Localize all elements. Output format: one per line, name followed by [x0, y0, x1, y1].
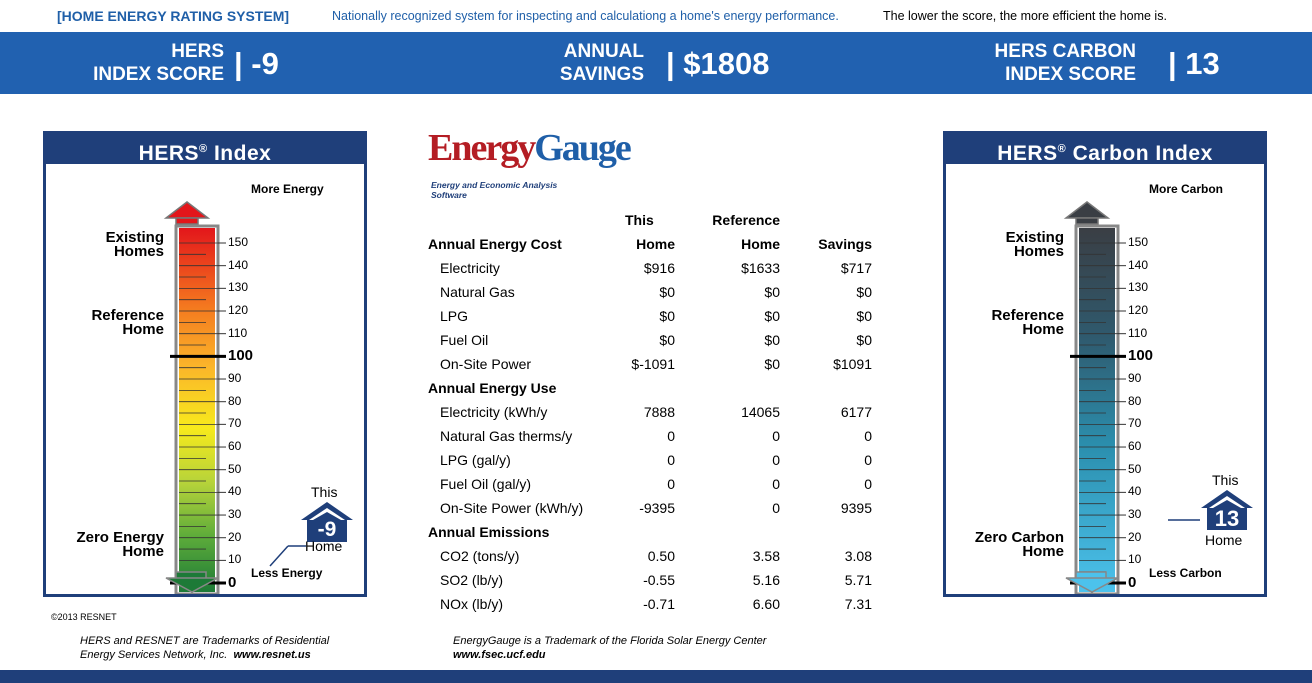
logo-word-energy: Energy: [428, 127, 535, 169]
less-energy-caption: Less Energy: [251, 566, 323, 580]
table-section-row: [425, 520, 872, 544]
bottom-bar: [0, 670, 1312, 683]
carbon-score-label-line2: INDEX SCORE: [1005, 64, 1136, 85]
footer-fsec-note: [453, 634, 766, 662]
hers-tick-label: 40: [228, 484, 242, 499]
savings-value: | $1808: [666, 46, 770, 81]
carbon-score-value: | 13: [1168, 46, 1220, 81]
table-cell: 7888: [643, 404, 675, 420]
savings-label-line1: ANNUAL: [563, 41, 644, 62]
table-cell: 0: [667, 476, 675, 492]
table-section-row: [425, 376, 872, 400]
table-row: [425, 472, 872, 496]
carbon-tick-label: 90: [1128, 371, 1142, 386]
carbon-tick-label: 80: [1128, 393, 1142, 408]
table-row: [425, 568, 872, 592]
table-cell: [605, 376, 675, 400]
carbon-tick-label: 150: [1128, 235, 1149, 249]
hers-tick-label: 70: [228, 416, 242, 431]
table-row: [425, 448, 872, 472]
table-cell: On-Site Power (kWh/y): [440, 500, 584, 516]
hers-title-suffix: Index: [213, 142, 272, 165]
table-cell: $0: [764, 308, 780, 324]
carbon-tick-label: 100: [1128, 347, 1154, 365]
carbon-index-panel: [943, 131, 1267, 597]
zero-energy-home-label: [56, 531, 164, 559]
footer-resnet-note: [80, 634, 329, 662]
score-banner: [0, 32, 1312, 94]
carbon-tick-label: 130: [1128, 280, 1149, 295]
hers-tick-label: 100: [228, 347, 254, 365]
table-cell: 0: [864, 452, 872, 468]
table-cell: -0.55: [643, 572, 675, 588]
carbon-gauge-area: [946, 164, 1264, 594]
carbon-pointer-line: [1168, 517, 1208, 523]
table-cell: 3.58: [752, 548, 780, 564]
table-cell: Natural Gas therms/y: [440, 428, 573, 444]
table-cell: Electricity (kWh/y: [440, 404, 548, 420]
resnet-copyright: ©2013 RESNET: [51, 612, 117, 622]
carbon-down-arrow: [1062, 568, 1122, 594]
hers-tick-label: 130: [228, 280, 249, 295]
table-cell: 9395: [840, 500, 872, 516]
table-cell: $0: [764, 356, 780, 372]
carbon-index-title: HERS® Carbon Index: [946, 134, 1264, 164]
rating-system-description: Nationally recognized system for inspecting and calculationg a home's energy performance.: [332, 9, 839, 23]
logo-subtitle: Energy and Economic Analysis Software: [431, 180, 558, 200]
savings-label-line2: SAVINGS: [559, 64, 644, 85]
table-cell: LPG: [440, 308, 469, 324]
carbon-score-label-line1: HERS CARBON: [994, 41, 1136, 62]
table-row: [425, 352, 872, 376]
table-cell: $0: [659, 284, 675, 300]
table-cell: $0: [764, 332, 780, 348]
table-cell: $1091: [833, 356, 872, 372]
hers-score-label: [60, 40, 224, 86]
table-cell: 14065: [741, 404, 780, 420]
table-row: [425, 400, 872, 424]
footer-resnet-line2: Energy Services Network, Inc.: [80, 649, 228, 661]
hers-index-panel: [43, 131, 367, 622]
savings-label: [520, 40, 644, 86]
table-row: [425, 496, 872, 520]
hers-tick-label: 120: [228, 303, 249, 317]
table-cell: [780, 376, 872, 400]
hers-index-title: HERS® Index: [46, 134, 364, 164]
carbon-title-text: HERS: [997, 142, 1058, 165]
table-cell: $717: [840, 260, 872, 276]
carbon-reference-line2: Home: [1022, 321, 1064, 338]
table-cell: Natural Gas: [440, 284, 515, 300]
table-cell: 0: [772, 476, 780, 492]
zero-energy-line2: Home: [122, 543, 164, 560]
table-cell: [675, 520, 780, 544]
table-cell: Fuel Oil (gal/y): [440, 476, 532, 492]
table-cell: 0: [864, 428, 872, 444]
table-cell: 0: [772, 428, 780, 444]
table-header-row: [425, 208, 872, 232]
hers-title-text: HERS: [138, 142, 200, 165]
table-cell: 5.71: [844, 572, 872, 588]
energygauge-wordmark: [428, 126, 630, 170]
hers-tick-label: 30: [228, 507, 242, 522]
carbon-house-score: 13: [1214, 506, 1240, 531]
table-header-row: [425, 232, 872, 256]
table-cell: 0: [667, 452, 675, 468]
table-cell: Annual Emissions: [428, 524, 550, 540]
hers-score-label-line2: INDEX SCORE: [93, 64, 224, 85]
hers-tick-label: 90: [228, 371, 242, 386]
rating-system-tag: [HOME ENERGY RATING SYSTEM]: [57, 8, 290, 24]
top-info-line: [0, 0, 1312, 32]
hers-tick-label: 140: [228, 257, 249, 272]
table-cell: On-Site Power: [440, 356, 532, 372]
table-cell: Fuel Oil: [440, 332, 489, 348]
energy-data-table: [425, 208, 872, 616]
table-cell: [675, 376, 780, 400]
table-cell: 5.16: [752, 572, 780, 588]
hers-score-label-line1: HERS: [171, 41, 224, 62]
hers-gauge-area: [46, 164, 364, 622]
carbon-home-label: Home: [1205, 532, 1243, 548]
table-cell: Electricity: [440, 260, 500, 276]
more-carbon-caption: More Carbon: [1149, 182, 1224, 196]
existing-homes-line2: Homes: [113, 243, 164, 260]
hers-tick-label: 20: [228, 529, 242, 544]
table-cell: [780, 208, 872, 232]
table-cell: Reference: [712, 212, 780, 228]
more-energy-caption: More Energy: [251, 182, 324, 196]
hers-tick-label: 10: [228, 552, 242, 567]
table-cell: CO2 (tons/y): [440, 548, 520, 564]
table-cell: $0: [659, 308, 675, 324]
carbon-tick-label: 50: [1128, 461, 1142, 476]
table-cell: 0.50: [647, 548, 675, 564]
hers-tick-label: 60: [228, 439, 242, 454]
carbon-reference-line1: Reference: [991, 307, 1064, 324]
hers-down-arrow: [162, 568, 222, 594]
table-cell: Annual Energy Use: [428, 380, 557, 396]
carbon-tick-label: 120: [1128, 303, 1149, 317]
resnet-url[interactable]: www.resnet.us: [233, 649, 311, 661]
carbon-existing-line1: Existing: [1005, 229, 1064, 246]
table-cell: 0: [667, 428, 675, 444]
reference-home-line2: Home: [122, 321, 164, 338]
carbon-tick-label: 0: [1128, 574, 1137, 592]
less-carbon-caption: Less Carbon: [1149, 566, 1222, 580]
reference-home-line1: Reference: [91, 307, 164, 324]
fsec-url[interactable]: www.fsec.ucf.edu: [453, 649, 546, 661]
table-row: [425, 544, 872, 568]
table-cell: NOx (lb/y): [440, 596, 503, 612]
table-cell: Annual Energy Cost: [428, 236, 562, 252]
zero-carbon-home-label: [956, 531, 1064, 559]
table-cell: -0.71: [643, 596, 675, 612]
carbon-tick-label: 10: [1128, 552, 1142, 567]
hers-tick-label: 110: [228, 325, 248, 340]
table-cell: $0: [856, 332, 872, 348]
logo-word-gauge: Gauge: [534, 127, 630, 169]
hers-home-label: Home: [305, 538, 343, 554]
table-cell: $916: [643, 260, 675, 276]
hers-house-score: -9: [317, 518, 337, 541]
table-cell: $0: [856, 284, 872, 300]
carbon-tick-label: 60: [1128, 439, 1142, 454]
table-cell: Home: [636, 236, 675, 252]
table-cell: SO2 (lb/y): [440, 572, 504, 588]
table-row: [425, 280, 872, 304]
carbon-this-label: This: [1212, 472, 1239, 488]
hers-tick-label: 50: [228, 461, 242, 476]
score-explanation: The lower the score, the more efficient the home is.: [883, 9, 1167, 23]
table-cell: 0: [772, 500, 780, 516]
table-cell: $1633: [741, 260, 780, 276]
table-row: [425, 304, 872, 328]
carbon-score-label: [946, 40, 1136, 86]
zero-carbon-line2: Home: [1022, 543, 1064, 560]
table-cell: 3.08: [844, 548, 872, 564]
carbon-tick-label: 70: [1128, 416, 1142, 431]
existing-homes-label: [56, 231, 164, 259]
carbon-tick-label: 20: [1128, 529, 1142, 544]
carbon-reference-home-label: [956, 309, 1064, 337]
footer-fsec-line1: EnergyGauge is a Trademark of the Florida Solar Energy Center: [453, 635, 767, 647]
hers-up-arrow: [166, 202, 208, 218]
footer-resnet-line1: HERS and RESNET are Trademarks of Residential: [80, 635, 330, 647]
table-cell: -9395: [639, 500, 675, 516]
table-cell: 0: [864, 476, 872, 492]
table-cell: Savings: [818, 236, 872, 252]
reference-home-label: [56, 309, 164, 337]
carbon-tick-label: 110: [1128, 325, 1148, 340]
table-cell: $0: [659, 332, 675, 348]
carbon-existing-line2: Homes: [1013, 243, 1064, 260]
hers-tick-label: 80: [228, 393, 242, 408]
table-cell: 6177: [840, 404, 872, 420]
table-cell: 0: [772, 452, 780, 468]
hers-pointer-line: [268, 542, 308, 568]
table-row: [425, 592, 872, 616]
table-cell: 6.60: [752, 596, 780, 612]
zero-carbon-line1: Zero Carbon: [974, 529, 1064, 546]
table-cell: $0: [856, 308, 872, 324]
table-cell: 7.31: [844, 596, 872, 612]
carbon-up-arrow: [1066, 202, 1108, 218]
carbon-tick-label: 40: [1128, 484, 1142, 499]
hers-this-label: This: [311, 484, 338, 500]
table-row: [425, 256, 872, 280]
table-cell: $0: [764, 284, 780, 300]
hers-tick-label: 0: [228, 574, 237, 592]
carbon-tick-label: 140: [1128, 257, 1149, 272]
carbon-tick-label: 30: [1128, 507, 1142, 522]
table-row: [425, 328, 872, 352]
hers-tick-label: 150: [228, 235, 249, 249]
existing-homes-line1: Existing: [105, 229, 164, 246]
table-cell: [605, 520, 675, 544]
table-cell: This: [625, 212, 654, 228]
carbon-title-suffix: Carbon Index: [1072, 142, 1213, 165]
table-cell: LPG (gal/y): [440, 452, 511, 468]
table-cell: [780, 520, 872, 544]
carbon-existing-homes-label: [956, 231, 1064, 259]
energygauge-logo: [428, 126, 630, 200]
hers-score-value: | -9: [234, 46, 279, 81]
table-row: [425, 424, 872, 448]
table-cell: Home: [741, 236, 780, 252]
table-cell: $-1091: [631, 356, 675, 372]
table-cell: [425, 208, 605, 232]
zero-energy-line1: Zero Energy: [76, 529, 164, 546]
